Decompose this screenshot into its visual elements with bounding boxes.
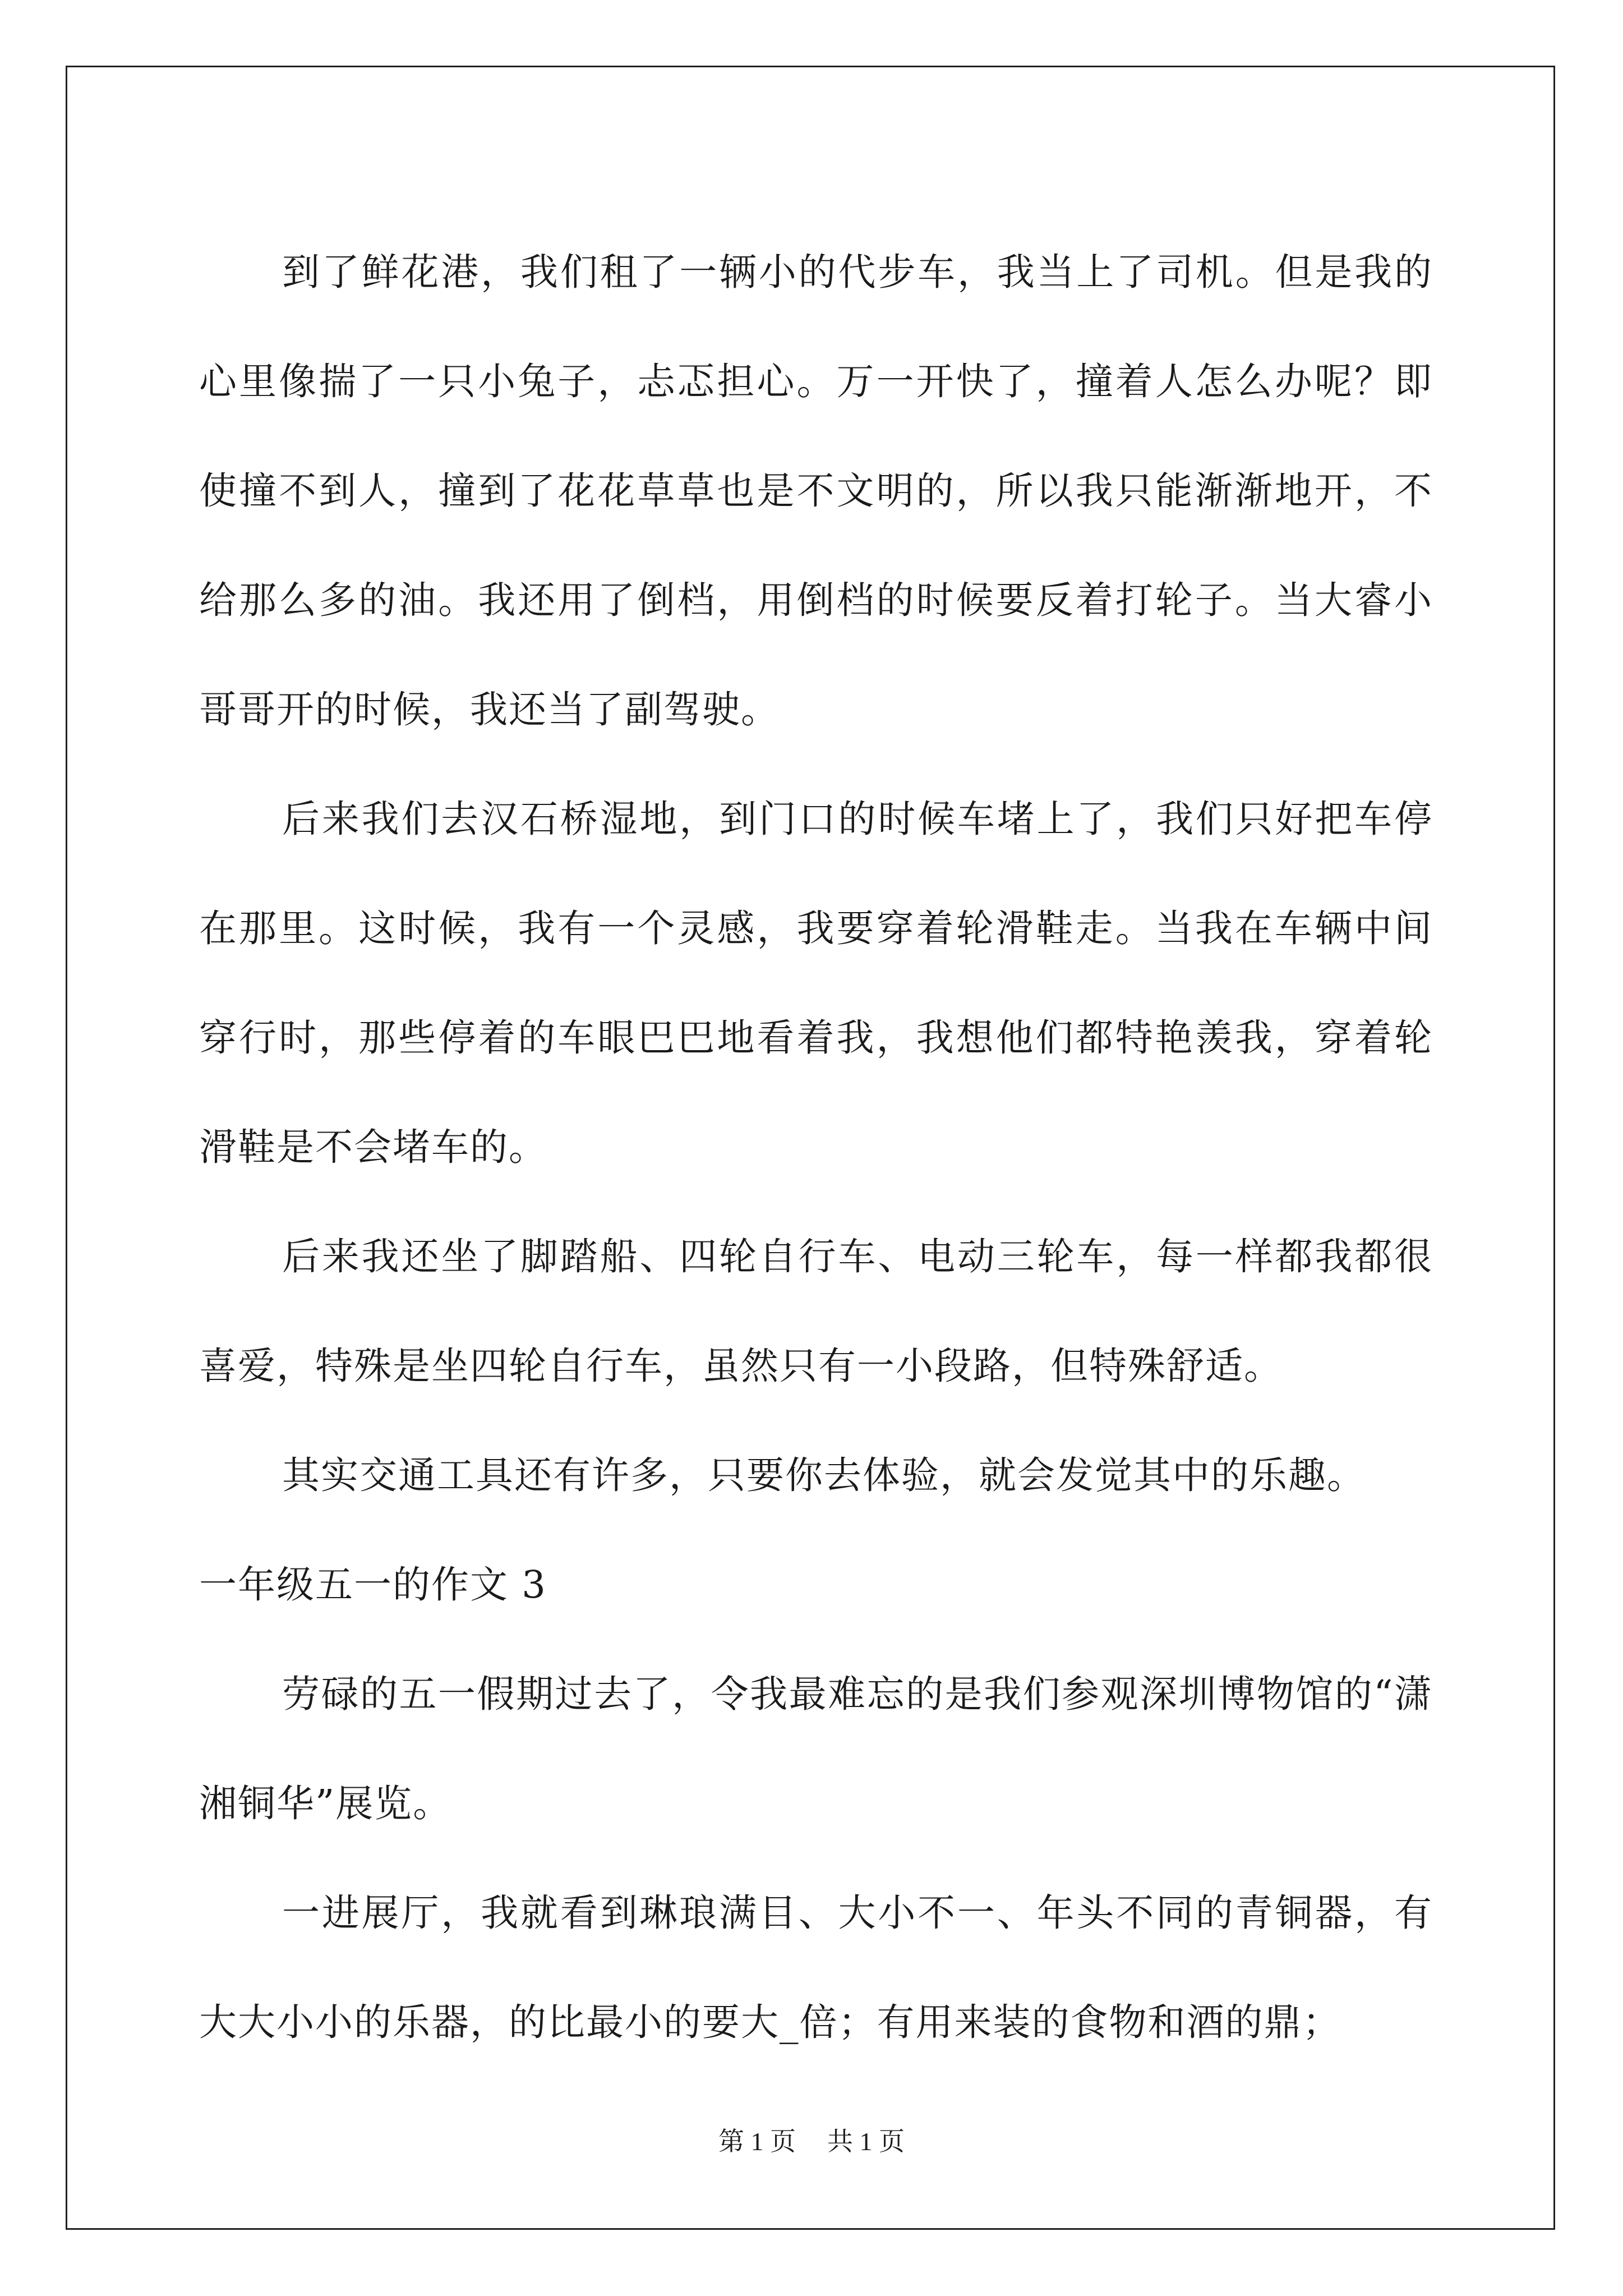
document-body	[199, 218, 1433, 2077]
paragraph: 到了鲜花港，我们租了一辆小的代步车，我当上了司机。但是我的心里像揣了一只小兔子，忐忑担心。万一开快了，撞着人怎么办呢？即使撞不到人，撞到了花花草草也是不文明的，所以我只能渐渐地开，不给那么多的油。我还用了倒档，用倒档的时候要反着打轮子。当大睿小哥哥开的时候，我还当了副驾驶。	[199, 250, 1433, 731]
page-footer	[0, 2125, 1623, 2159]
paragraph: 后来我还坐了脚踏船、四轮自行车、电动三轮车，每一样都我都很喜爱，特殊是坐四轮自行车，虽然只有一小段路，但特殊舒适。	[199, 1235, 1433, 1388]
section-heading: 一年级五一的作文 3	[199, 1563, 547, 1607]
paragraph: 劳碌的五一假期过去了，令我最难忘的是我们参观深圳博物馆的“潇湘铜华”展览。	[199, 1672, 1433, 1825]
paragraph: 其实交通工具还有许多，只要你去体验，就会发觉其中的乐趣。	[282, 1453, 1366, 1497]
paragraph: 一进展厅，我就看到琳琅满目、大小不一、年头不同的青铜器，有大大小小的乐器，的比最小的要大_倍；有用来装的食物和酒的鼎；	[199, 1891, 1433, 2044]
page-number: 第 1 页	[718, 2127, 796, 2156]
paragraph: 后来我们去汉石桥湿地，到门口的时候车堵上了，我们只好把车停在那里。这时候，我有一个灵感，我要穿着轮滑鞋走。当我在车辆中间穿行时，那些停着的车眼巴巴地看着我，我想他们都特艳羡我，穿着轮滑鞋是不会堵车的。	[199, 797, 1433, 1169]
page-total: 共 1 页	[827, 2127, 905, 2156]
